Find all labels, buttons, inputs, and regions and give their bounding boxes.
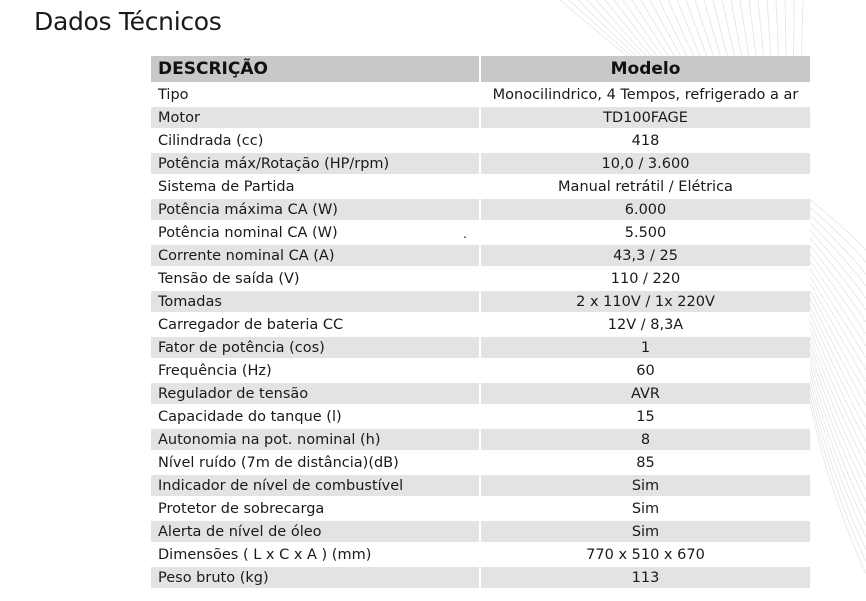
- spec-value: 1: [480, 336, 810, 359]
- spec-value: 12V / 8,3A: [480, 313, 810, 336]
- spec-label: [151, 106, 480, 129]
- spec-label: [151, 474, 480, 497]
- spec-label: [151, 428, 480, 451]
- table-row: [151, 382, 810, 405]
- table-row: [151, 543, 810, 566]
- table-row: [151, 451, 810, 474]
- table-row: [151, 474, 810, 497]
- spec-value: Sim: [480, 474, 810, 497]
- table-row: [151, 428, 810, 451]
- spec-label-text: Carregador de bateria CC: [158, 316, 344, 333]
- spec-label-text: Frequência (Hz): [158, 362, 272, 379]
- spec-label-text: Dimensões ( L x C x A ) (mm): [158, 546, 372, 563]
- spec-label: [151, 267, 480, 290]
- spec-label-text: Cilindrada (cc): [158, 132, 264, 149]
- spec-label-text: Potência máx/Rotação (HP/rpm): [158, 155, 390, 172]
- spec-label-text: Motor: [158, 109, 200, 126]
- spec-value: 770 x 510 x 670: [480, 543, 810, 566]
- spec-label-text: Tensão de saída (V): [158, 270, 300, 287]
- spec-label-text: Sistema de Partida: [158, 178, 295, 195]
- spec-value: 85: [480, 451, 810, 474]
- spec-label: [151, 244, 480, 267]
- spec-label: [151, 520, 480, 543]
- stray-dot-mark: .: [463, 227, 467, 241]
- spec-value: Sim: [480, 497, 810, 520]
- table-row: [151, 520, 810, 543]
- table-row: [151, 221, 810, 244]
- header-model: Modelo: [480, 56, 810, 83]
- table-row: [151, 290, 810, 313]
- spec-value: Monocilindrico, 4 Tempos, refrigerado a ar: [480, 83, 810, 106]
- spec-value: 6.000: [480, 198, 810, 221]
- spec-value: Sim: [480, 520, 810, 543]
- spec-label: [151, 198, 480, 221]
- page-title: Dados Técnicos: [34, 7, 222, 36]
- spec-label-text: Protetor de sobrecarga: [158, 500, 325, 517]
- spec-label: [151, 152, 480, 175]
- specs-table: [151, 56, 810, 590]
- spec-value: 418: [480, 129, 810, 152]
- spec-label-text: Regulador de tensão: [158, 385, 309, 402]
- spec-label-text: Corrente nominal CA (A): [158, 247, 335, 264]
- spec-label: [151, 382, 480, 405]
- spec-label-text: Tipo: [158, 86, 189, 103]
- table-row: [151, 244, 810, 267]
- spec-value: 110 / 220: [480, 267, 810, 290]
- spec-label: [151, 566, 480, 589]
- spec-value: 15: [480, 405, 810, 428]
- table-row: [151, 267, 810, 290]
- spec-value: 8: [480, 428, 810, 451]
- spec-label: [151, 336, 480, 359]
- header-description: DESCRIÇÃO: [151, 56, 480, 83]
- table-row: [151, 198, 810, 221]
- spec-label-text: Potência nominal CA (W): [158, 224, 338, 241]
- spec-label: [151, 83, 480, 106]
- table-row: [151, 106, 810, 129]
- spec-label: [151, 221, 480, 244]
- spec-label-text: Indicador de nível de combustível: [158, 477, 404, 494]
- spec-label: [151, 543, 480, 566]
- table-row: [151, 152, 810, 175]
- table-row: [151, 336, 810, 359]
- spec-value: TD100FAGE: [480, 106, 810, 129]
- spec-value: 43,3 / 25: [480, 244, 810, 267]
- table-row: [151, 175, 810, 198]
- spec-value: 60: [480, 359, 810, 382]
- spec-label-text: Fator de potência (cos): [158, 339, 325, 356]
- spec-label-text: Capacidade do tanque (l): [158, 408, 342, 425]
- spec-value: 10,0 / 3.600: [480, 152, 810, 175]
- spec-label: [151, 175, 480, 198]
- spec-label: [151, 359, 480, 382]
- spec-label-text: Autonomia na pot. nominal (h): [158, 431, 381, 448]
- spec-value: Manual retrátil / Elétrica: [480, 175, 810, 198]
- spec-label: [151, 290, 480, 313]
- spec-label-text: Alerta de nível de óleo: [158, 523, 322, 540]
- table-row: [151, 313, 810, 336]
- table-row: [151, 497, 810, 520]
- table-row: [151, 566, 810, 589]
- spec-label: [151, 405, 480, 428]
- spec-label-text: Potência máxima CA (W): [158, 201, 338, 218]
- spec-value: 2 x 110V / 1x 220V: [480, 290, 810, 313]
- table-row: [151, 359, 810, 382]
- spec-label-text: Nível ruído (7m de distância)(dB): [158, 454, 399, 471]
- spec-value: 113: [480, 566, 810, 589]
- spec-value: 5.500: [480, 221, 810, 244]
- spec-label: [151, 497, 480, 520]
- spec-value: AVR: [480, 382, 810, 405]
- spec-label-text: Peso bruto (kg): [158, 569, 269, 586]
- spec-label-text: Tomadas: [158, 293, 222, 310]
- table-header-row: [151, 56, 810, 83]
- spec-label: [151, 129, 480, 152]
- spec-label: [151, 313, 480, 336]
- spec-label: [151, 451, 480, 474]
- table-row: [151, 129, 810, 152]
- table-row: [151, 83, 810, 106]
- table-row: [151, 405, 810, 428]
